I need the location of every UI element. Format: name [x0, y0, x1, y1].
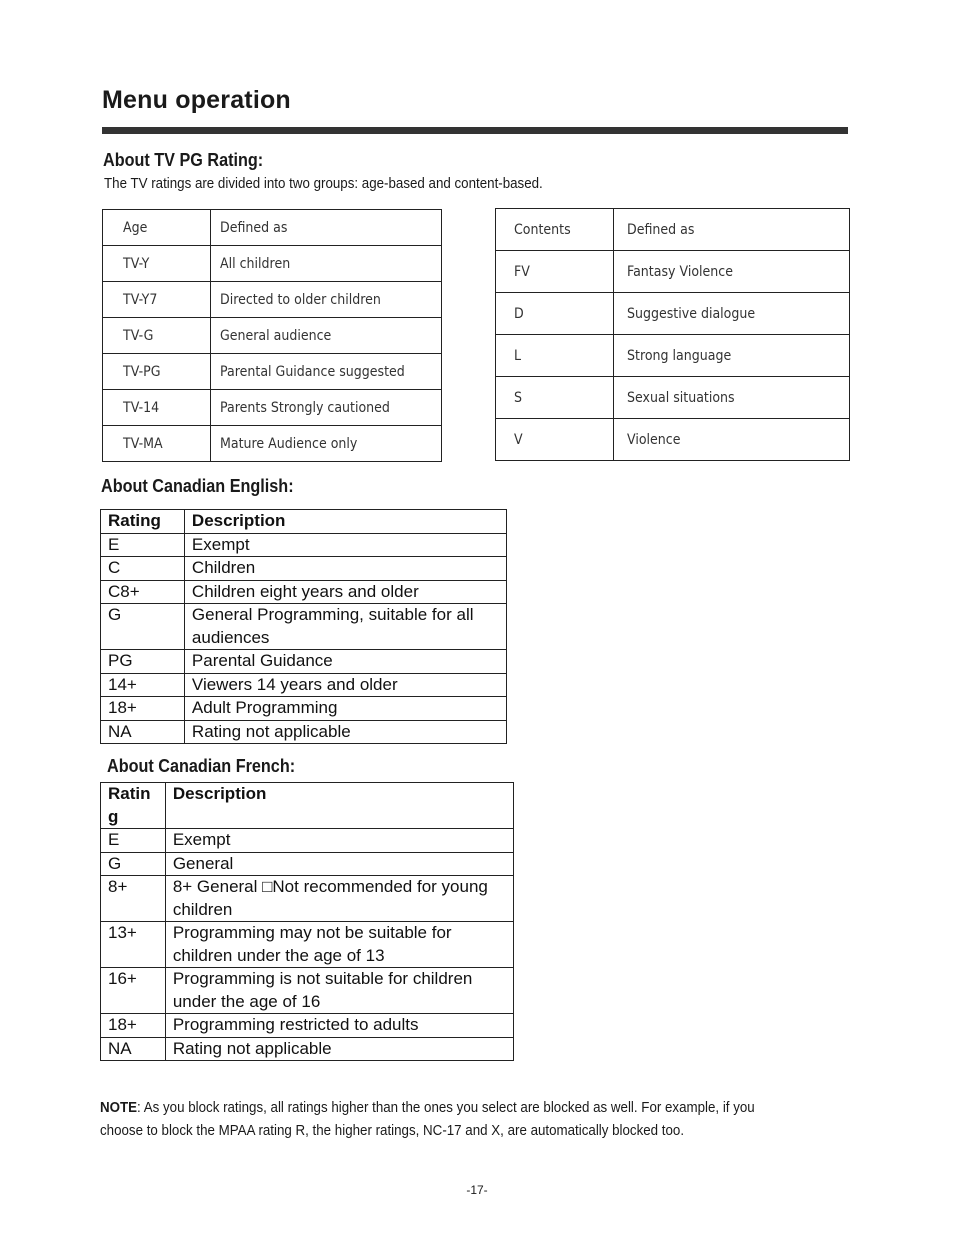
header-defined-as: Defined as [626, 221, 695, 238]
table-row [103, 246, 442, 282]
table-row [496, 377, 850, 419]
rating-code: 14+ [101, 673, 185, 697]
rating-description: Violence [626, 431, 681, 448]
rating-code: C [101, 557, 185, 581]
rating-description: Exempt [165, 829, 513, 853]
rating-code: TV-G [123, 327, 154, 344]
table-row [101, 533, 507, 557]
table-row [101, 557, 507, 581]
rating-description: Rating not applicable [184, 720, 506, 744]
rating-code: 18+ [101, 1014, 166, 1038]
rating-code: TV-Y [123, 255, 150, 272]
rating-description: Strong language [626, 347, 731, 364]
rating-code: E [101, 533, 185, 557]
rating-description: Directed to older children [220, 291, 382, 308]
note-label: NOTE [100, 1100, 138, 1116]
rating-description: General [165, 852, 513, 876]
rating-description: Parental Guidance [184, 650, 506, 674]
table-row [101, 1037, 514, 1061]
table-row [101, 580, 507, 604]
table-row [101, 650, 507, 674]
tv-pg-intro: The TV ratings are divided into two groups: age-based and content-based. [104, 176, 543, 192]
rating-description: Exempt [184, 533, 506, 557]
rating-description: Suggestive dialogue [626, 305, 755, 322]
rating-code: NA [101, 1037, 166, 1061]
rating-code: 16+ [101, 968, 166, 1014]
rating-description: Programming restricted to adults [165, 1014, 513, 1038]
title-divider [102, 127, 848, 134]
rating-description: Sexual situations [626, 389, 735, 406]
table-row [103, 318, 442, 354]
header-rating: Ratin g [101, 783, 166, 829]
rating-code: TV-MA [123, 435, 163, 452]
table-row [101, 697, 507, 721]
rating-code: V [514, 431, 523, 448]
canadian-english-heading: About Canadian English: [101, 476, 294, 496]
table-row [496, 293, 850, 335]
rating-code: D [514, 305, 524, 322]
rating-code: TV-PG [123, 363, 161, 380]
table-header-row [103, 210, 442, 246]
table-row [101, 968, 514, 1014]
rating-description: General audience [220, 327, 332, 344]
header-defined-as: Defined as [220, 219, 288, 236]
rating-description: Fantasy Violence [626, 263, 733, 280]
rating-code: E [101, 829, 166, 853]
note-text: : As you block ratings, all ratings higher than the ones you select are blocked as well. For example, if you choose to block the MPAA rating R, the higher ratings, NC-17 and X, are automatically blocked too. [100, 1100, 755, 1139]
table-row [101, 829, 514, 853]
rating-description: Rating not applicable [165, 1037, 513, 1061]
page-title: Menu operation [102, 86, 291, 114]
table-row [101, 876, 514, 922]
rating-description: Adult Programming [184, 697, 506, 721]
table-row [101, 922, 514, 968]
header-age: Age [123, 219, 148, 236]
table-row [103, 390, 442, 426]
rating-code: L [514, 347, 522, 364]
header-rating: Rating [101, 510, 185, 534]
rating-code: PG [101, 650, 185, 674]
rating-description: Mature Audience only [220, 435, 358, 452]
tv-age-table [102, 209, 442, 462]
rating-description: All children [220, 255, 291, 272]
table-row [103, 282, 442, 318]
rating-code: TV-14 [123, 399, 160, 416]
rating-description: 8+ General □Not recommended for young children [165, 876, 513, 922]
table-header-row [101, 510, 507, 534]
header-contents: Contents [514, 221, 571, 238]
rating-description: Children [184, 557, 506, 581]
rating-code: NA [101, 720, 185, 744]
table-row [496, 251, 850, 293]
rating-description: Parents Strongly cautioned [220, 399, 391, 416]
rating-code: TV-Y7 [123, 291, 158, 308]
rating-code: G [101, 604, 185, 650]
table-row [496, 419, 850, 461]
canadian-english-table [100, 509, 507, 744]
rating-code: 18+ [101, 697, 185, 721]
table-row [101, 852, 514, 876]
rating-code: C8+ [101, 580, 185, 604]
rating-description: Viewers 14 years and older [184, 673, 506, 697]
rating-code: G [101, 852, 166, 876]
page-number: -17- [466, 1183, 488, 1197]
rating-code: 13+ [101, 922, 166, 968]
rating-description: Children eight years and older [184, 580, 506, 604]
table-row [101, 673, 507, 697]
table-header-row [496, 209, 850, 251]
table-row [101, 604, 507, 650]
table-row [101, 720, 507, 744]
rating-code: S [514, 389, 523, 406]
canadian-french-table [100, 782, 514, 1061]
table-header-row [101, 783, 514, 829]
tv-pg-heading: About TV PG Rating: [103, 150, 264, 170]
table-row [496, 335, 850, 377]
rating-description: Parental Guidance suggested [220, 363, 406, 380]
rating-description: Programming is not suitable for children under the age of 16 [165, 968, 513, 1014]
tv-contents-table [495, 208, 850, 461]
table-row [103, 426, 442, 462]
note-paragraph [100, 1097, 772, 1143]
table-row [101, 1014, 514, 1038]
header-description: Description [165, 783, 513, 829]
canadian-french-heading: About Canadian French: [107, 756, 296, 776]
rating-code: FV [514, 263, 530, 280]
rating-description: General Programming, suitable for all audiences [184, 604, 506, 650]
rating-description: Programming may not be suitable for children under the age of 13 [165, 922, 513, 968]
header-description: Description [184, 510, 506, 534]
table-row [103, 354, 442, 390]
rating-code: 8+ [101, 876, 166, 922]
